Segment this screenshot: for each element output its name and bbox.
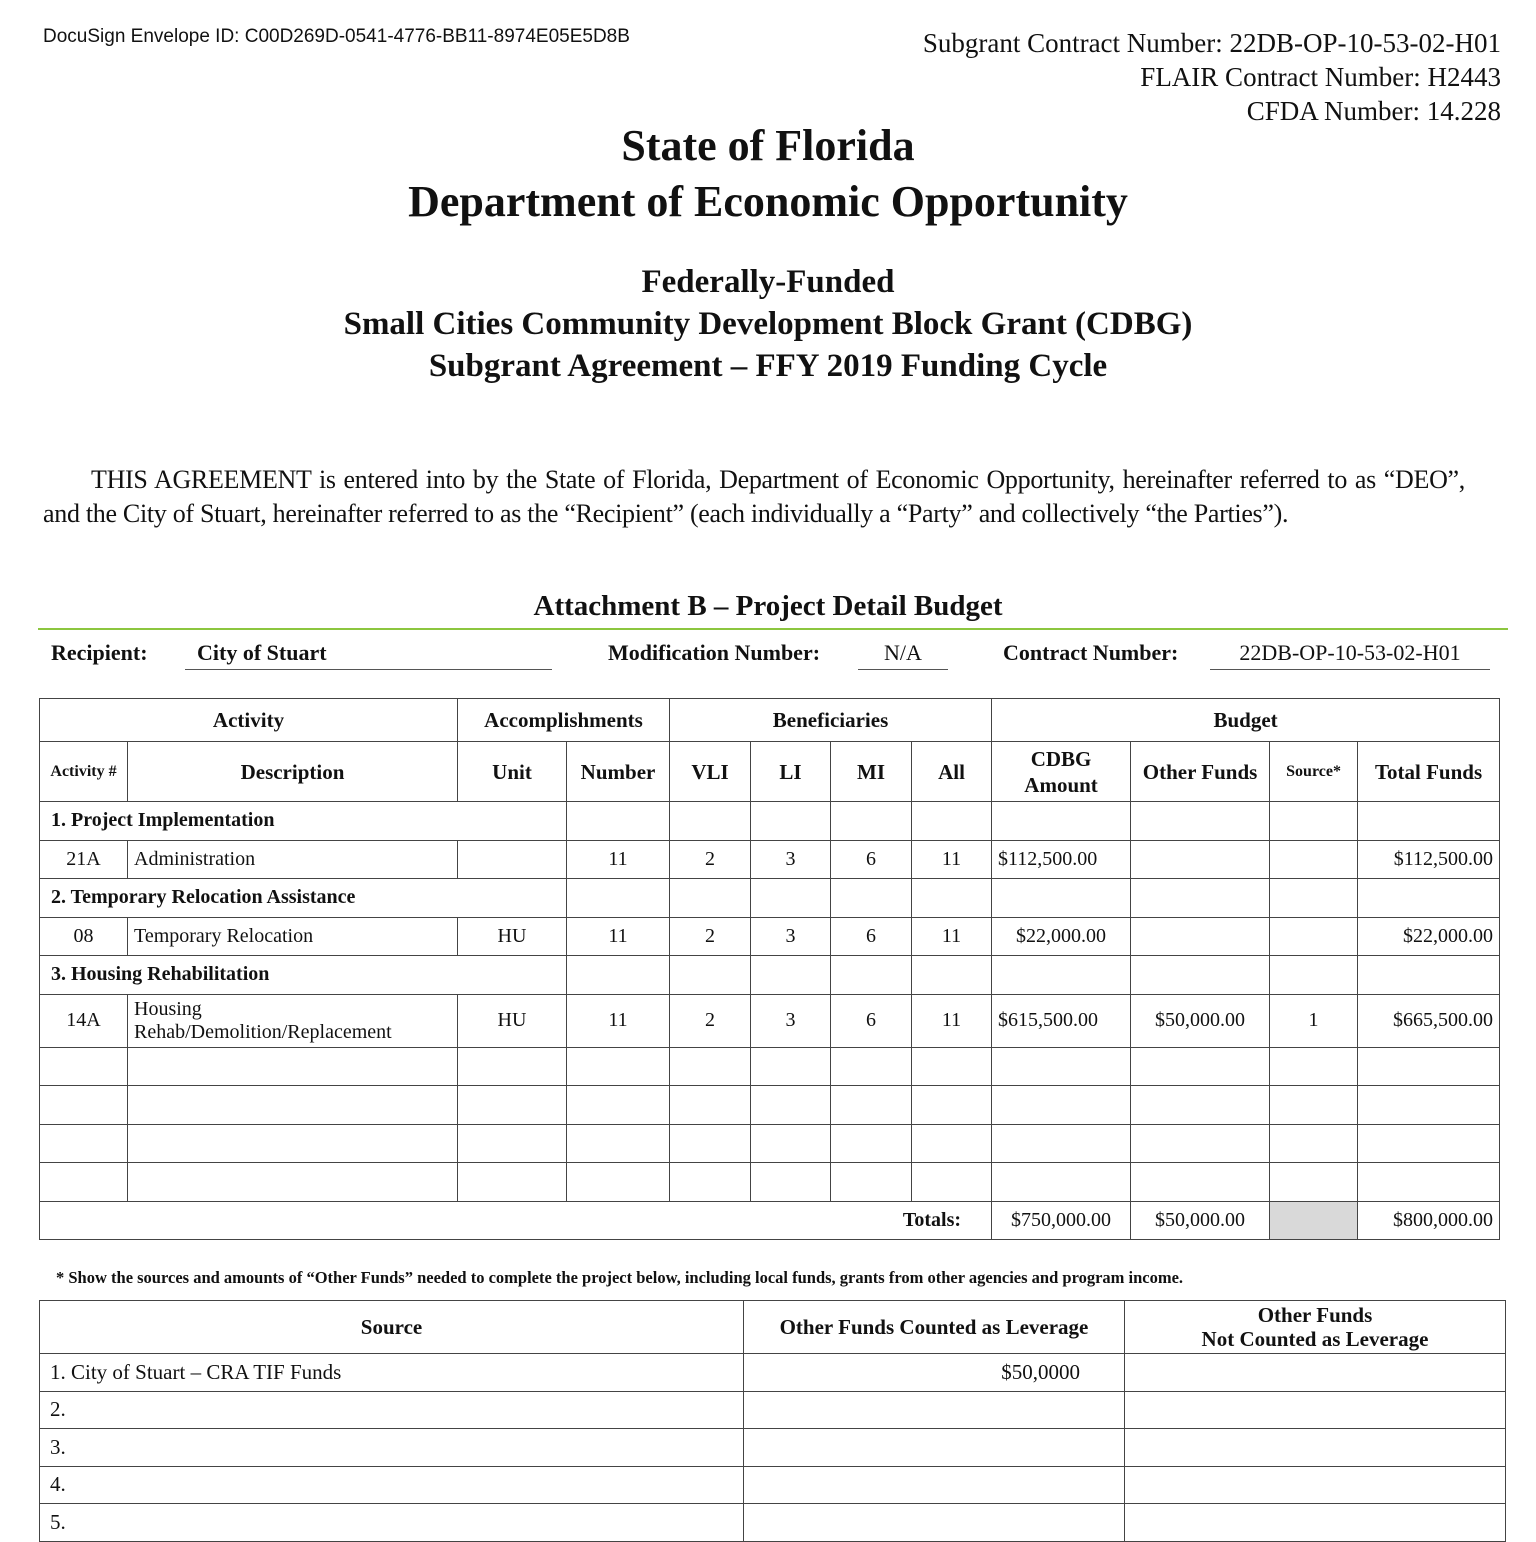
table-row (40, 840, 1500, 879)
title-department: Department of Economic Opportunity (408, 177, 1128, 226)
all-cell: 11 (912, 994, 992, 1047)
section-row (40, 956, 1500, 995)
table-row (40, 994, 1500, 1047)
totals-cdbg: $750,000.00 (992, 1201, 1131, 1240)
section-name: 3. Housing Rehabilitation (40, 956, 567, 995)
cdbg-amount-cell: $22,000.00 (992, 917, 1131, 956)
col-total-funds: Total Funds (1358, 742, 1500, 802)
group-accomplishments: Accomplishments (458, 699, 670, 742)
table-group-header (40, 699, 1500, 742)
empty-row (40, 1163, 1500, 1202)
contract-info (923, 26, 1501, 128)
description-line-1: Housing (134, 997, 202, 1020)
group-beneficiaries: Beneficiaries (670, 699, 992, 742)
contract-number-field: 22DB-OP-10-53-02-H01 (1210, 640, 1490, 670)
flair-contract-number: FLAIR Contract Number: H2443 (1140, 62, 1501, 92)
totals-row (40, 1201, 1500, 1240)
other-funds-cell: $50,000.00 (1131, 994, 1270, 1047)
activity-description: Administration (128, 840, 458, 879)
mi-cell: 6 (831, 840, 912, 879)
cdbg-amount-cell: $112,500.00 (992, 840, 1131, 879)
not-leverage-amount (1125, 1429, 1506, 1467)
project-budget-table (39, 698, 1500, 1240)
totals-other-funds: $50,000.00 (1131, 1201, 1270, 1240)
empty-row (40, 1047, 1500, 1086)
title-cycle: Subgrant Agreement – FFY 2019 Funding Cycle (428, 348, 1108, 384)
col-vli: VLI (670, 742, 751, 802)
other-funds-sources-table (39, 1300, 1506, 1542)
section-row (40, 879, 1500, 918)
empty-row (40, 1086, 1500, 1125)
col-activity-num: Activity # (40, 742, 128, 802)
section-name: 2. Temporary Relocation Assistance (40, 879, 567, 918)
total-funds-cell: $112,500.00 (1358, 840, 1500, 879)
vli-cell: 2 (670, 994, 751, 1047)
leverage-amount (744, 1504, 1125, 1542)
activity-number: 21A (40, 840, 128, 879)
section-divider (38, 628, 1508, 630)
total-funds-cell: $22,000.00 (1358, 917, 1500, 956)
col-not-leverage (1125, 1301, 1506, 1354)
col-other-funds: Other Funds (1131, 742, 1270, 802)
table-row (40, 1504, 1506, 1542)
source-name: 2. (40, 1391, 744, 1429)
not-leverage-amount (1125, 1504, 1506, 1542)
group-activity: Activity (40, 699, 458, 742)
all-cell: 11 (912, 840, 992, 879)
source-name: 5. (40, 1504, 744, 1542)
number-cell: 11 (567, 994, 670, 1047)
other-funds-cell (1131, 917, 1270, 956)
recipient-field: City of Stuart (185, 640, 552, 670)
number-cell: 11 (567, 917, 670, 956)
not-leverage-amount (1125, 1354, 1506, 1392)
source-name: 3. (40, 1429, 744, 1467)
empty-row (40, 1124, 1500, 1163)
docusign-envelope-id: DocuSign Envelope ID: C00D269D-0541-4776-BB11-8974E05E5D8B (43, 26, 630, 47)
section-name: 1. Project Implementation (40, 802, 567, 841)
section-row (40, 802, 1500, 841)
activity-number: 08 (40, 917, 128, 956)
leverage-amount: $50,0000 (744, 1354, 1125, 1392)
mi-cell: 6 (831, 917, 912, 956)
mi-cell: 6 (831, 994, 912, 1047)
source-name: 4. (40, 1466, 744, 1504)
col-source: Source (40, 1301, 744, 1354)
sources-header (40, 1301, 1506, 1354)
all-cell: 11 (912, 917, 992, 956)
source-name: 1. City of Stuart – CRA TIF Funds (40, 1354, 744, 1392)
col-mi: MI (831, 742, 912, 802)
recipient-label: Recipient: (51, 640, 148, 665)
title-state: State of Florida (621, 121, 915, 170)
agreement-paragraph (43, 463, 1465, 531)
leverage-amount (744, 1429, 1125, 1467)
number-cell: 11 (567, 840, 670, 879)
totals-source-shaded (1270, 1201, 1358, 1240)
source-cell (1270, 840, 1358, 879)
totals-label: Totals: (40, 1201, 992, 1240)
totals-total-funds: $800,000.00 (1358, 1201, 1500, 1240)
cdbg-amount-cell: $615,500.00 (992, 994, 1131, 1047)
subgrant-contract-number: Subgrant Contract Number: 22DB-OP-10-53-02-H01 (922, 28, 1501, 58)
total-funds-cell: $665,500.00 (1358, 994, 1500, 1047)
title-funded: Federally-Funded (641, 264, 895, 300)
contract-number-label: Contract Number: (1003, 640, 1179, 665)
col-leverage: Other Funds Counted as Leverage (744, 1301, 1125, 1354)
table-column-header (40, 742, 1500, 802)
table-row (40, 1466, 1506, 1504)
title-program: Small Cities Community Development Block Grant (CDBG) (343, 306, 1193, 342)
activity-description (128, 994, 458, 1047)
li-cell: 3 (751, 917, 831, 956)
vli-cell: 2 (670, 917, 751, 956)
activity-number: 14A (40, 994, 128, 1047)
unit-cell (458, 840, 567, 879)
group-budget: Budget (992, 699, 1500, 742)
modification-number-label: Modification Number: (608, 640, 821, 665)
modification-number-field: N/A (858, 640, 948, 670)
not-leverage-amount (1125, 1391, 1506, 1429)
table-row (40, 1354, 1506, 1392)
unit-cell: HU (458, 917, 567, 956)
unit-cell: HU (458, 994, 567, 1047)
source-cell (1270, 917, 1358, 956)
li-cell: 3 (751, 994, 831, 1047)
col-description: Description (128, 742, 458, 802)
other-funds-footnote: * Show the sources and amounts of “Other Funds” needed to complete the project below, including local funds, grants from other agencies and program income. (56, 1268, 1184, 1287)
not-leverage-line-1: Other Funds (1257, 1303, 1373, 1327)
source-cell: 1 (1270, 994, 1358, 1047)
agreement-text: THIS AGREEMENT is entered into by the State of Florida, Department of Economic Opportunity, hereinafter referred to as “DEO”, and the City of Stuart, hereinafter referred to as the “Recipient” (each individually a “Party” and collectively “the Parties”). (43, 465, 1465, 528)
table-row (40, 917, 1500, 956)
li-cell: 3 (751, 840, 831, 879)
col-li: LI (751, 742, 831, 802)
vli-cell: 2 (670, 840, 751, 879)
cfda-number: CFDA Number: 14.228 (1246, 96, 1501, 126)
table-row (40, 1429, 1506, 1467)
col-all: All (912, 742, 992, 802)
table-row (40, 1391, 1506, 1429)
description-line-2: Rehab/Demolition/Replacement (134, 1020, 392, 1043)
col-source: Source* (1270, 742, 1358, 802)
leverage-amount (744, 1466, 1125, 1504)
attachment-title: Attachment B – Project Detail Budget (533, 590, 1003, 622)
not-leverage-line-2: Not Counted as Leverage (1201, 1327, 1429, 1351)
col-unit: Unit (458, 742, 567, 802)
activity-description: Temporary Relocation (128, 917, 458, 956)
col-cdbg-amount: CDBG Amount (992, 742, 1131, 802)
col-number: Number (567, 742, 670, 802)
other-funds-cell (1131, 840, 1270, 879)
leverage-amount (744, 1391, 1125, 1429)
not-leverage-amount (1125, 1466, 1506, 1504)
